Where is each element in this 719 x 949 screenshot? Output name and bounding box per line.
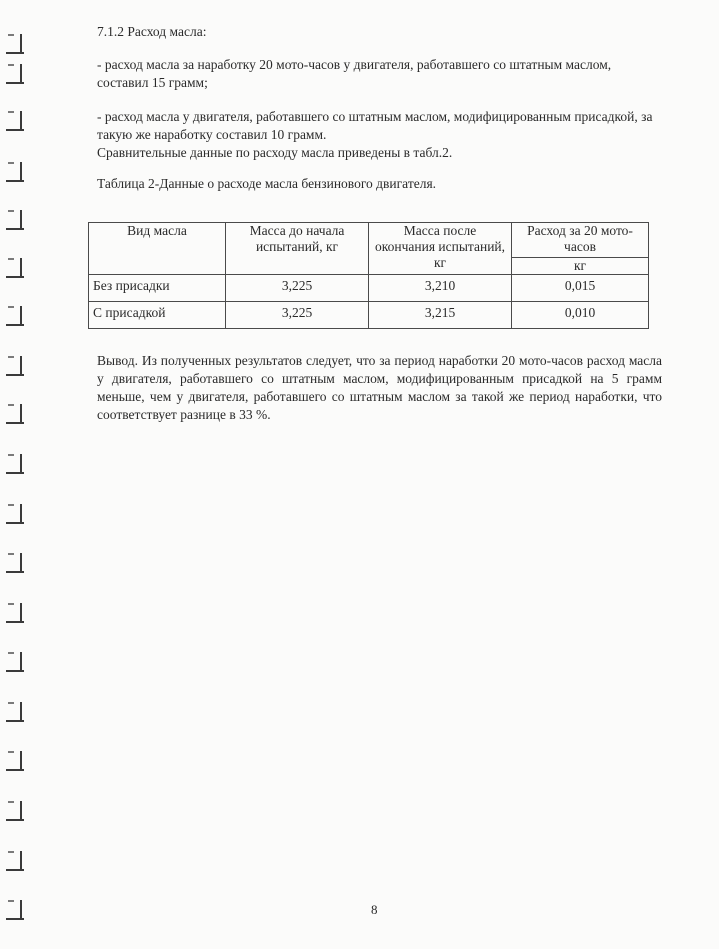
oil-consumption-table bbox=[88, 222, 649, 329]
header-unit: кг bbox=[512, 258, 649, 275]
header-consumption: Расход за 20 мото-часов bbox=[512, 223, 649, 258]
cell-mass-after: 3,215 bbox=[369, 302, 512, 329]
table-row bbox=[89, 302, 649, 329]
binding-hole-icon bbox=[6, 162, 28, 182]
conclusion-paragraph: Вывод. Из полученных результатов следует, что за период наработки 20 мото-часов расход масла у двигателя, работавшего со штатным маслом, модифицированным присадкой на 5 грамм меньше, чем у двигателя, работавшего со штатным маслом за такой же период наработки, что соответствует разнице в 33 %. bbox=[97, 353, 662, 422]
binding-hole-icon bbox=[6, 553, 28, 573]
table-caption: Таблица 2-Данные о расходе масла бензинового двигателя. bbox=[97, 176, 437, 191]
paragraph-table-reference: Сравнительные данные по расходу масла приведены в табл.2. bbox=[97, 145, 453, 160]
cell-mass-before: 3,225 bbox=[226, 275, 369, 302]
binding-hole-icon bbox=[6, 258, 28, 278]
cell-consumption: 0,010 bbox=[512, 302, 649, 329]
binding-hole-icon bbox=[6, 652, 28, 672]
paragraph-oil-consumption-standard: - расход масла за наработку 20 мото-часов у двигателя, работавшего со штатным маслом, составил 15 грамм; bbox=[97, 57, 612, 90]
binding-hole-icon bbox=[6, 404, 28, 424]
page-number: 8 bbox=[371, 902, 378, 917]
binding-hole-icon bbox=[6, 851, 28, 871]
binding-hole-icon bbox=[6, 751, 28, 771]
paragraph-oil-consumption-additive: - расход масла у двигателя, работавшего со штатным маслом, модифицированным присадкой, за такую же наработку составил 10 грамм. bbox=[97, 109, 653, 142]
cell-oil-type: С присадкой bbox=[89, 302, 226, 329]
table-header-row bbox=[89, 223, 649, 258]
cell-mass-before: 3,225 bbox=[226, 302, 369, 329]
cell-oil-type: Без присадки bbox=[89, 275, 226, 302]
spiral-binding bbox=[0, 0, 40, 949]
header-mass-before: Масса до начала испытаний, кг bbox=[226, 223, 369, 275]
binding-hole-icon bbox=[6, 34, 28, 54]
binding-hole-icon bbox=[6, 64, 28, 84]
section-heading: 7.1.2 Расход масла: bbox=[97, 24, 207, 39]
binding-hole-icon bbox=[6, 356, 28, 376]
table-row bbox=[89, 275, 649, 302]
header-mass-after: Масса после окончания испытаний, кг bbox=[369, 223, 512, 275]
binding-hole-icon bbox=[6, 603, 28, 623]
binding-hole-icon bbox=[6, 504, 28, 524]
binding-hole-icon bbox=[6, 210, 28, 230]
cell-mass-after: 3,210 bbox=[369, 275, 512, 302]
binding-hole-icon bbox=[6, 702, 28, 722]
header-oil-type: Вид масла bbox=[89, 223, 226, 275]
binding-hole-icon bbox=[6, 454, 28, 474]
cell-consumption: 0,015 bbox=[512, 275, 649, 302]
binding-hole-icon bbox=[6, 111, 28, 131]
binding-hole-icon bbox=[6, 900, 28, 920]
binding-hole-icon bbox=[6, 801, 28, 821]
binding-hole-icon bbox=[6, 306, 28, 326]
